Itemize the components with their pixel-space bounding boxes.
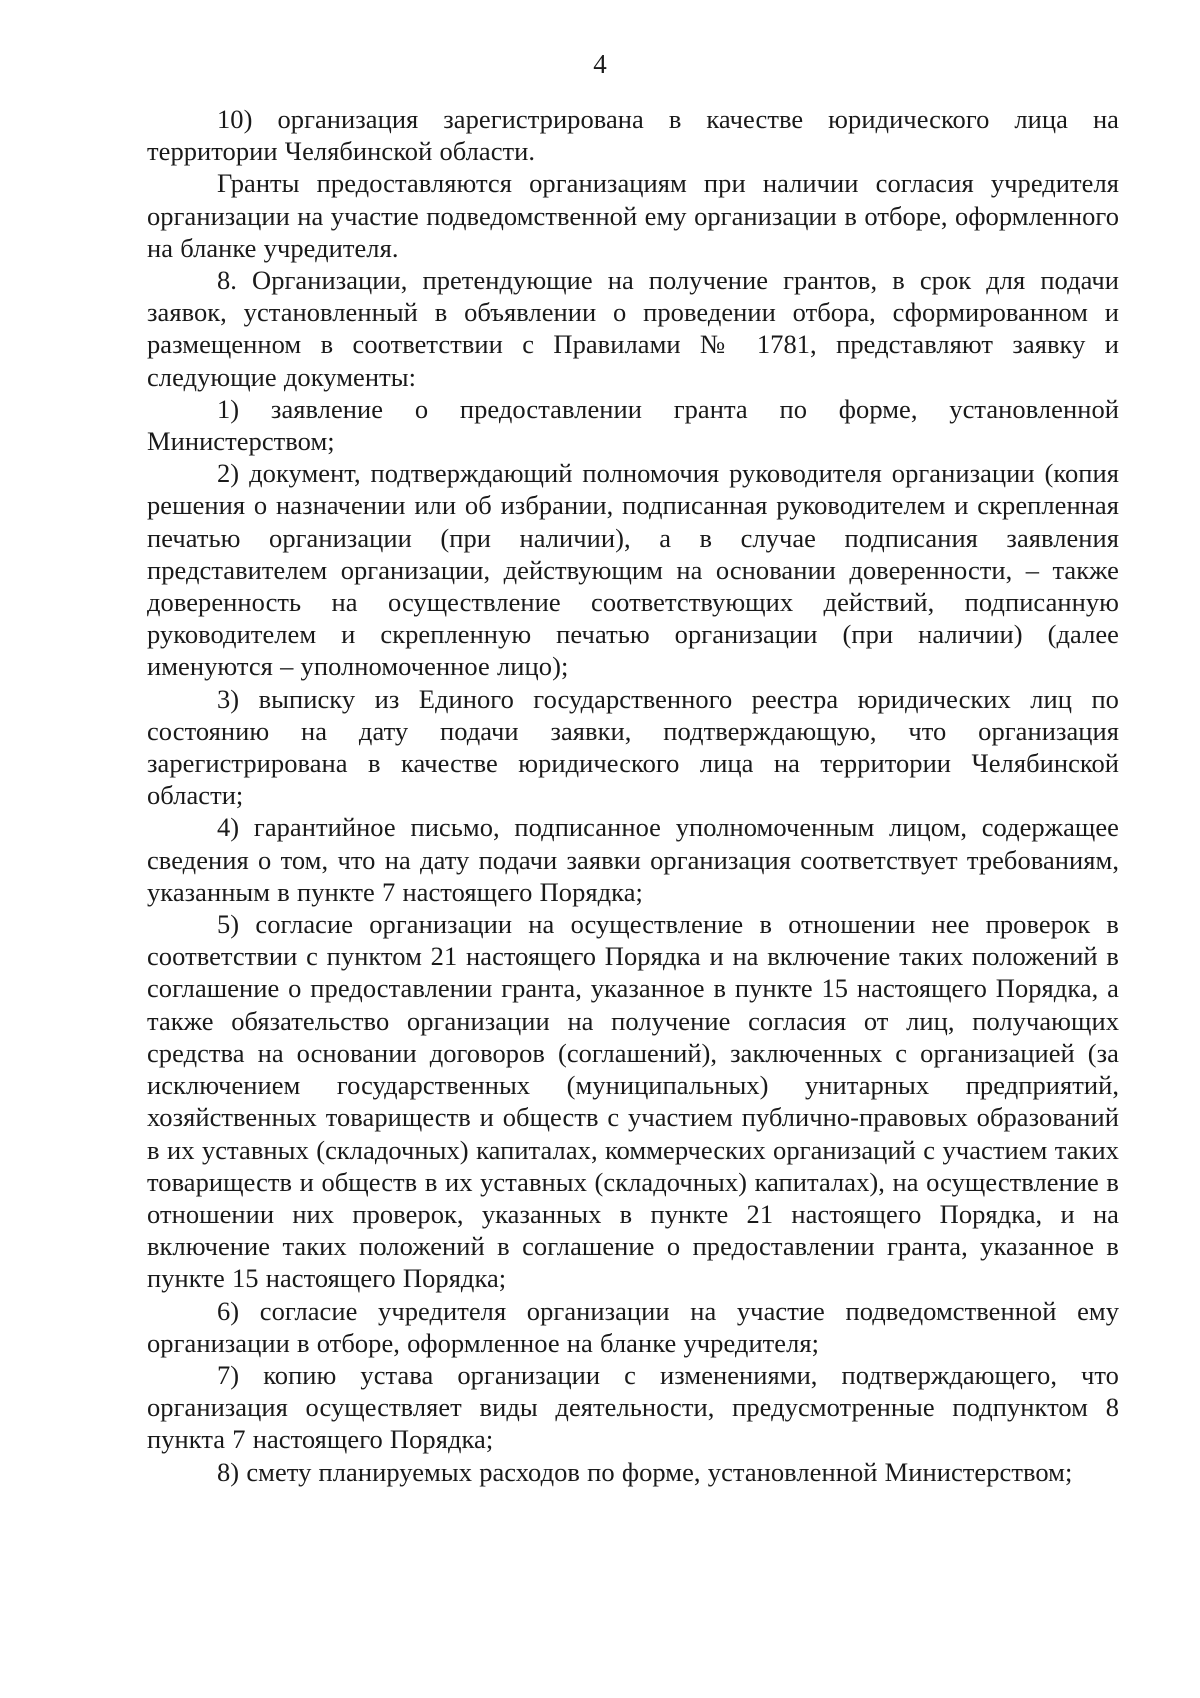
paragraph-doc-5: 5) согласие организации на осуществление в отношении нее проверок в соответствии с пунктом 21 настоящего Порядка и на включение таких положений в соглашение о предоставлении гранта, указанное в пункте 15 настоящего Порядка, а также обязательство организации на получение согласия от лиц, получающих средства на основании договоров (соглашений), заключенных с организацией (за исключением государственных (муниципальных) унитарных предприятий, хозяйственных товариществ и обществ с участием публично-правовых образований в их уставных (складочных) капиталах, коммерческих организаций с участием таких товариществ и обществ в их уставных (складочных) капиталах), на осуществление в отношении них проверок, указанных в пункте 21 настоящего Порядка, и на включение таких положений в соглашение о предоставлении гранта, указанное в пункте 15 настоящего Порядка;	[147, 909, 1119, 1294]
page-number: 4	[593, 49, 607, 79]
paragraph-doc-7: 7) копию устава организации с изменениями, подтверждающего, что организация осуществляет виды деятельности, предусмотренные подпунктом 8 пункта 7 настоящего Порядка;	[147, 1359, 1119, 1455]
document-body	[147, 103, 1119, 1488]
paragraph-doc-6: 6) согласие учредителя организации на участие подведомственной ему организации в отборе, оформленное на бланке учредителя;	[147, 1295, 1119, 1358]
paragraph-doc-8: 8) смету планируемых расходов по форме, установленной Министерством;	[217, 1456, 1073, 1487]
paragraph-grants-condition: Гранты предоставляются организациям при наличии согласия учредителя организации на участие подведомственной ему организации в отборе, оформленного на бланке учредителя.	[147, 168, 1119, 263]
paragraph-section-8: 8. Организации, претендующие на получение грантов, в срок для подачи заявок, установленный в объявлении о проведении отбора, сформированном и размещенном в соответствии с Правилами № 1781, представляют заявку и следующие документы:	[147, 265, 1119, 392]
paragraph-doc-3: 3) выписку из Единого государственного реестра юридических лиц по состоянию на дату подачи заявки, подтверждающую, что организация зарегистрирована в качестве юридического лица на территории Челябинской области;	[147, 683, 1119, 811]
paragraph-item-10: 10) организация зарегистрирована в качестве юридического лица на территории Челябинской области.	[147, 104, 1119, 167]
paragraph-doc-1: 1) заявление о предоставлении гранта по форме, установленной Министерством;	[147, 393, 1119, 457]
paragraph-doc-2: 2) документ, подтверждающий полномочия руководителя организации (копия решения о назначении или об избрании, подписанная руководителем и скрепленная печатью организации (при наличии), а в случае подписания заявления представителем организации, действующим на основании доверенности, – также доверенность на осуществление соответствующих действий, подписанную руководителем и скрепленную печатью организации (при наличии) (далее именуются – уполномоченное лицо);	[147, 458, 1119, 682]
paragraph-doc-4: 4) гарантийное письмо, подписанное уполномоченным лицом, содержащее сведения о том, что на дату подачи заявки организация соответствует требованиям, указанным в пункте 7 настоящего Порядка;	[147, 812, 1119, 907]
